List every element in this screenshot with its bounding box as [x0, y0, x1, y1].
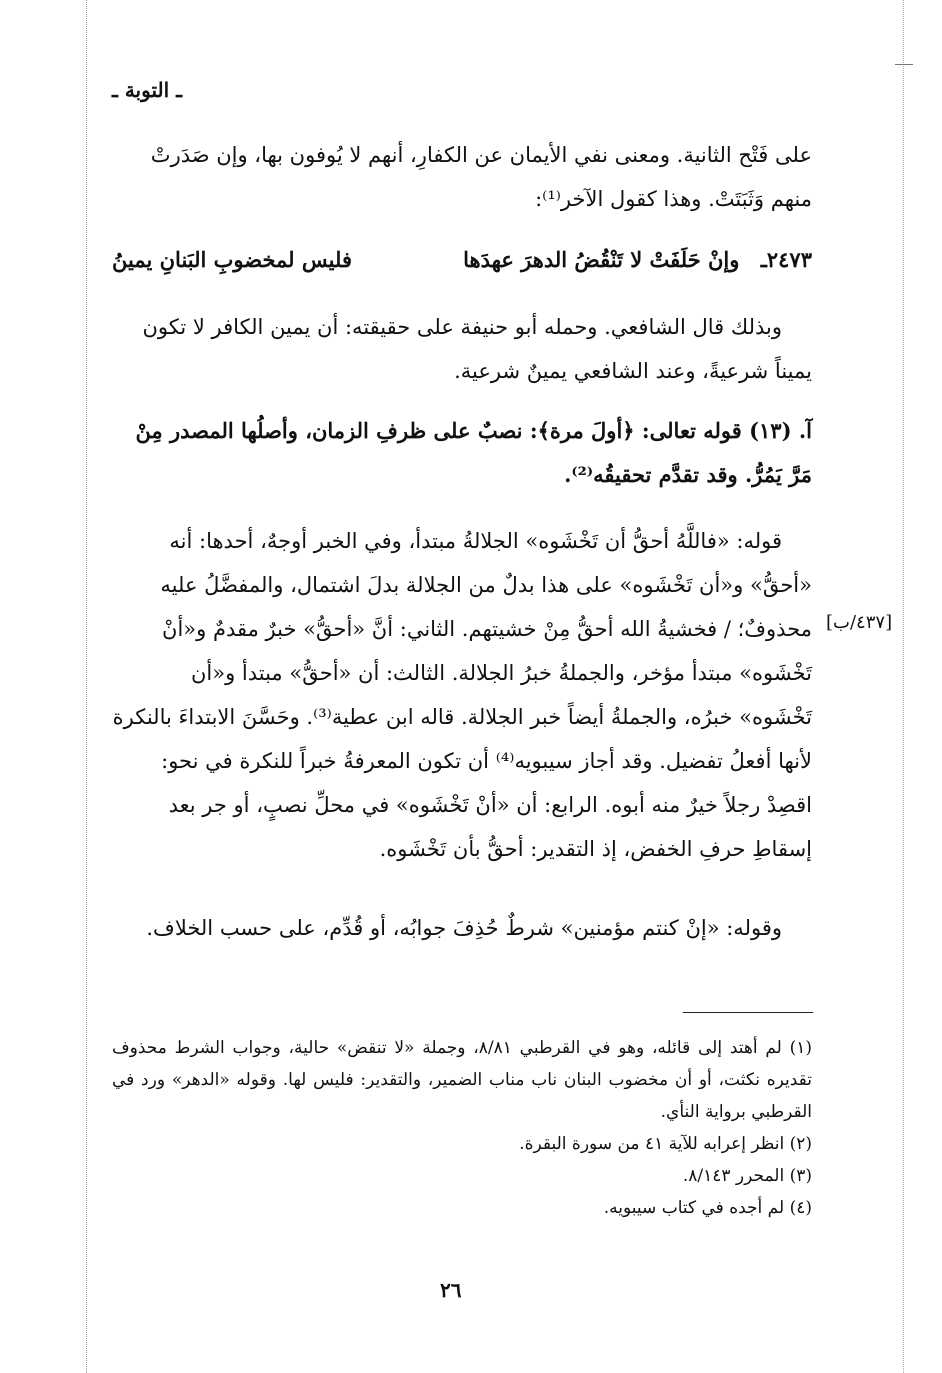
verse-line [112, 238, 812, 282]
verse-hemistich-1: وإنْ حَلَفَتْ لا تَنْقُضُ الدهرَ عهدَها [463, 247, 740, 272]
footnote-4: (٤) لم أجده في كتاب سيبويه. [603, 1198, 812, 1218]
footnote-3: (٣) المحرر ٨/١٤٣. [682, 1166, 812, 1186]
paragraph-2-text: وبذلك قال الشافعي. وحمله أبو حنيفة على حقيقته: أن يمين الكافر لا تكون يميناً شرعيةً، وعند الشافعي يمينٌ شرعية. [142, 315, 812, 383]
footnote-2: (٢) انظر إعرابه للآية ٤١ من سورة البقرة. [519, 1134, 812, 1154]
paragraph-4 [112, 519, 812, 871]
scan-edge-left [86, 0, 87, 1373]
footnote-1: (١) لم أهتد إلى قائله، وهو في القرطبي ٨/٨١، وجملة «لا تنقض» حالية، وجواب الشرط محذوف تقديره نكثت، أو أن مخضوب البنان ناب مناب الضمير، والتقدير: فليس لها. وقوله «الدهر» ورد في القرطبي برواية النأي. [112, 1038, 813, 1122]
paragraph-5 [112, 906, 812, 950]
running-head: ـ التوبة ـ [112, 78, 182, 102]
verse-number: ٢٤٧٣ـ [760, 247, 812, 272]
marginal-note: [٤٣٧/ب] [826, 612, 893, 633]
paragraph-5-text: وقوله: «إنْ كنتم مؤمنين» شرطٌ حُذِفَ جوابُه، أو قُدِّم، على حسب الخلاف. [146, 916, 782, 940]
footnotes [112, 1032, 812, 1224]
paragraph-1-text: على فَتْح الثانية. ومعنى نفي الأيمان عن الكفارِ، أنهم لا يُوفون بها، وإن صَدَرتْ منهم وَثَبَتَتْ. وهذا كقول الآخر⁽¹⁾: [150, 143, 812, 211]
corner-mark [895, 64, 913, 65]
paragraph-3-text: آ. (١٣) قوله تعالى: ﴿أولَ مرة﴾: نصبٌ على ظرفِ الزمان، وأصلُها المصدر مِنْ مَرَّ يَمُرُّ. وقد تقدَّم تحقيقُه⁽²⁾. [135, 418, 812, 487]
verse-hemistich-2: فليس لمخضوبِ البَنانِ يمينُ [112, 247, 352, 272]
scan-edge-right [903, 0, 904, 1373]
page-number: ٢٦ [440, 1278, 462, 1302]
paragraph-4-text: قوله: «فاللَّهُ أحقُّ أن تَخْشَوه» الجلالةُ مبتدأ، وفي الخبر أوجهٌ، أحدها: أنه «أحقُّ» و«أن تَخْشَوه» على هذا بدلٌ من الجلالة بدلَ اشتمال، والمفضَّلُ عليه محذوفٌ؛ / فخشيةُ الله أحقُّ مِنْ خشيتهم. الثاني: أنَّ «أحقُّ» خبرٌ مقدمٌ و«أنْ تَخْشَوه» مبتدأ مؤخر، والجملةُ خبرُ الجلالة. الثالث: أن «أحقُّ» مبتدأ و«أن تَخْشَوه» خبرُه، والجملةُ أيضاً خبر الجلالة. قاله ابن عطية⁽³⁾. وحَسَّنَ الابتداءَ بالنكرة لأنها أفعلُ تفضيل. وقد أجاز سيبويه⁽⁴⁾ أن تكون المعرفةُ خبراً للنكرة في نحو: اقصِدْ رجلاً خيرٌ منه أبوه. الرابع: أن «أنْ تَخْشَوه» في محلِّ نصبٍ، أو جر بعد إسقاطِ حرفِ الخفض، إذ التقدير: أحقُّ بأن تَخْشَوه. [112, 529, 812, 861]
paragraph-3 [112, 409, 812, 497]
footnote-separator [683, 1012, 813, 1013]
paragraph-1 [112, 133, 812, 221]
paragraph-2 [112, 305, 812, 393]
